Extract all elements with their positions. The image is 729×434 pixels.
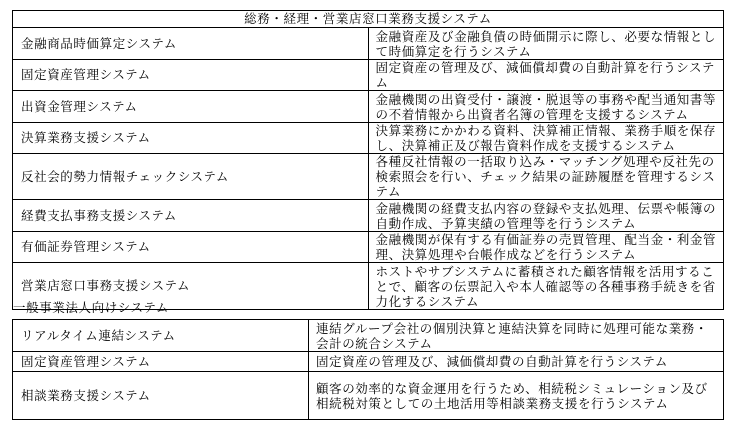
- system-name: 出資金管理システム: [13, 91, 369, 123]
- system-name: リアルタイム連結システム: [13, 320, 309, 352]
- table-row: [13, 320, 724, 352]
- system-description: 顧客の効率的な資金運用を行うため、相続税シミュレーション及び相続税対策としての土地活用等相談業務支援を行うシステム: [309, 372, 724, 420]
- system-description: 連結グループ会社の個別決算と連結決算を同時に処理可能な業務・会計の統合システム: [309, 320, 724, 352]
- system-name: 相談業務支援システム: [13, 372, 309, 420]
- table-row: [13, 123, 724, 154]
- system-name: 金融商品時価算定システム: [13, 28, 369, 60]
- system-name: 反社会的勢力情報チェックシステム: [13, 154, 369, 200]
- table-row: [13, 372, 724, 420]
- system-description: 各種反社情報の一括取り込み・マッチング処理や反社先の検索照会を行い、チェック結果の証跡履歴を管理するシステム: [368, 154, 724, 200]
- system-description: 決算業務にかかわる資料、決算補正情報、業務手順を保存し、決算補正及び報告資料作成を支援するシステム: [368, 123, 724, 154]
- system-description: 金融資産及び金融負債の時価開示に際し、必要な情報として時価算定を行うシステム: [368, 28, 724, 60]
- table-row: [13, 28, 724, 60]
- system-description: 固定資産の管理及び、減価償却費の自動計算を行うシステム: [368, 60, 724, 91]
- table-row: [13, 200, 724, 232]
- system-name: 決算業務支援システム: [13, 123, 369, 154]
- table-row: [13, 352, 724, 372]
- system-name: 営業店窓口事務支援システム: [13, 263, 369, 310]
- system-description: ホストやサブシステムに蓄積された顧客情報を活用することで、顧客の伝票記入や本人確認等の各種事務手続きを省力化するシステム: [368, 263, 724, 310]
- system-description: 金融機関の経費支払内容の登録や支払処理、伝票や帳簿の自動作成、予算実績の管理等を行うシステム: [368, 200, 724, 232]
- system-name: 固定資産管理システム: [13, 60, 369, 91]
- system-description: 金融機関が保有する有価証券の売買管理、配当金・利金管理、決算処理や台帳作成などを行うシステム: [368, 232, 724, 263]
- section-title: 一般事業法人向けシステム: [13, 300, 169, 315]
- system-name: 経費支払事務支援システム: [13, 200, 369, 232]
- system-description: 固定資産の管理及び、減価償却費の自動計算を行うシステム: [309, 352, 724, 372]
- financial-institution-systems-table: [12, 10, 724, 310]
- general-business-systems-table: [12, 319, 724, 420]
- table-row: [13, 154, 724, 200]
- table-header: 総務・経理・営業店窓口業務支援システム: [13, 11, 724, 28]
- system-name: 有価証券管理システム: [13, 232, 369, 263]
- table-row: [13, 232, 724, 263]
- table-row: [13, 60, 724, 91]
- table-header-row: [13, 11, 724, 28]
- system-name: 固定資産管理システム: [13, 352, 309, 372]
- system-description: 金融機関の出資受付・譲渡・脱退等の事務や配当通知書等の不着情報から出資者名簿の管理を支援するシステム: [368, 91, 724, 123]
- table-row: [13, 91, 724, 123]
